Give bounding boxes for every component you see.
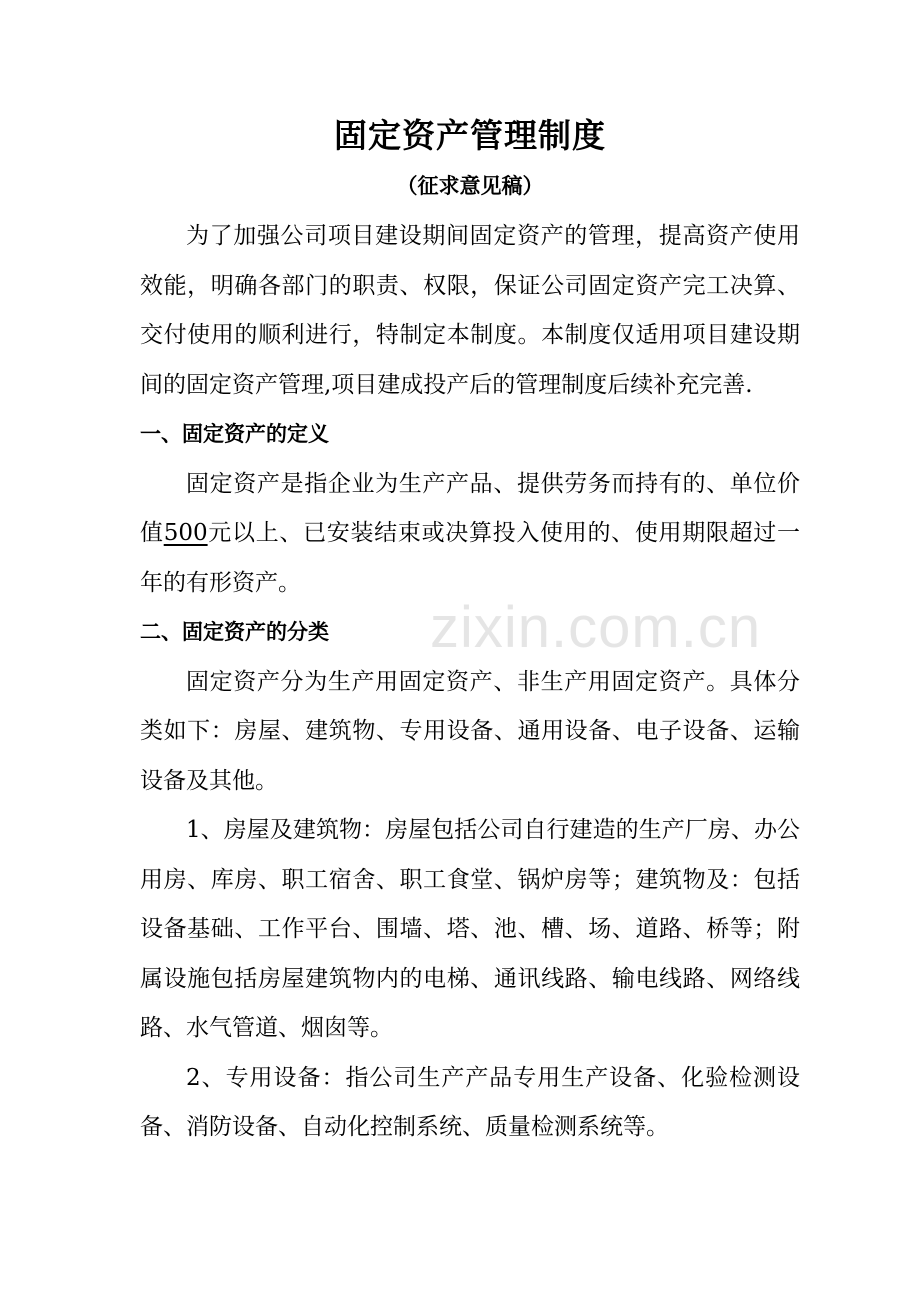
- unit-value-amount: 500: [163, 520, 208, 546]
- section-1-text-before: 固定资产是指企业为生产产品、提供劳务而持有的、单位价值: [140, 470, 800, 546]
- section-1-paragraph: [140, 460, 800, 609]
- section-1-text-after: 元以上、已安装结束或决算投入使用的、使用期限超过一年的有形资产。: [140, 520, 801, 596]
- section-2-heading: 二、固定资产的分类: [140, 620, 329, 644]
- document-title: 固定资产管理制度: [334, 116, 606, 155]
- watermark: zixin.com.cn: [430, 595, 762, 660]
- section-2-paragraph-2: 1、房屋及建筑物：房屋包括公司自行建造的生产厂房、办公用房、库房、职工宿舍、职工食堂、锅炉房等；建筑物及：包括设备基础、工作平台、围墙、塔、池、槽、场、道路、桥等；附属设施包括房屋建筑物内的电梯、通讯线路、输电线路、网络线路、水气管道、烟囱等。: [140, 817, 800, 1041]
- section-2-paragraph-1: 固定资产分为生产用固定资产、非生产用固定资产。具体分类如下：房屋、建筑物、专用设备、通用设备、电子设备、运输设备及其他。: [140, 668, 800, 794]
- document-subtitle: （征求意见稿）: [396, 173, 544, 198]
- section-2-paragraph-3: 2、专用设备：指公司生产产品专用生产设备、化验检测设备、消防设备、自动化控制系统、质量检测系统等。: [140, 1064, 800, 1140]
- intro-paragraph: 为了加强公司项目建设期间固定资产的管理，提高资产使用效能，明确各部门的职责、权限，保证公司固定资产完工决算、交付使用的顺利进行，特制定本制度。本制度仅适用项目建设期间的固定资产管理,项目建成投产后的管理制度后续补充完善.: [140, 223, 800, 398]
- document-page: [140, 108, 800, 1153]
- section-1-heading: 一、固定资产的定义: [140, 422, 329, 446]
